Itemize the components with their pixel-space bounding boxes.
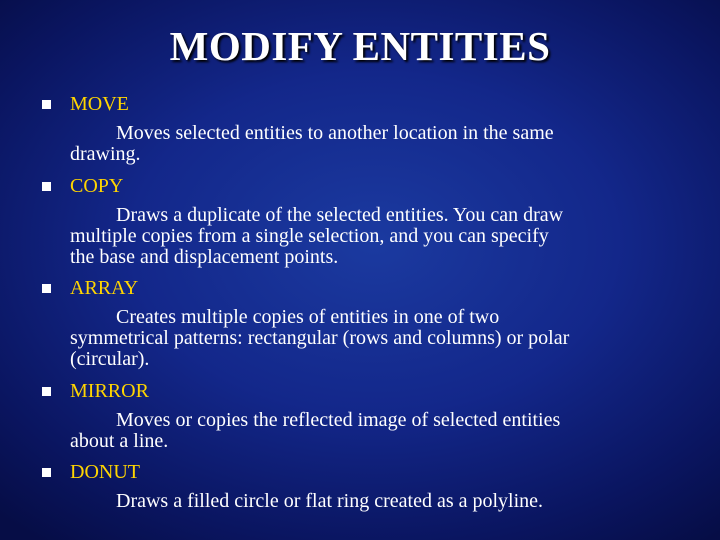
- description-line: Creates multiple copies of entities in one of two: [116, 306, 500, 328]
- item-description: [70, 491, 682, 512]
- description-line: Moves selected entities to another location in the same: [116, 122, 554, 144]
- item-heading: COPY: [70, 175, 124, 197]
- description-line: Draws a duplicate of the selected entities. You can draw: [116, 204, 564, 226]
- item-heading: MIRROR: [70, 380, 149, 402]
- square-bullet-icon: [42, 100, 51, 109]
- slide-title: MODIFY ENTITIES: [169, 23, 551, 69]
- description-line: about a line.: [70, 430, 169, 452]
- item-heading: MOVE: [70, 93, 129, 115]
- item-heading: ARRAY: [70, 277, 139, 299]
- description-line: drawing.: [70, 143, 141, 165]
- item-description: [70, 410, 682, 452]
- description-line: symmetrical patterns: rectangular (rows and columns) or polar: [70, 327, 570, 349]
- description-line: Moves or copies the reflected image of selected entities: [116, 409, 561, 431]
- item-description: [70, 205, 682, 268]
- square-bullet-icon: [42, 468, 51, 477]
- description-line: Draws a filled circle or flat ring created as a polyline.: [116, 490, 544, 512]
- description-line: the base and displacement points.: [70, 246, 339, 268]
- item-description: [70, 307, 682, 370]
- square-bullet-icon: [42, 182, 51, 191]
- description-line: multiple copies from a single selection, and you can specify: [70, 225, 549, 247]
- description-line: (circular).: [70, 348, 150, 370]
- item-heading: DONUT: [70, 461, 140, 483]
- item-description: [70, 123, 682, 165]
- square-bullet-icon: [42, 387, 51, 396]
- square-bullet-icon: [42, 284, 51, 293]
